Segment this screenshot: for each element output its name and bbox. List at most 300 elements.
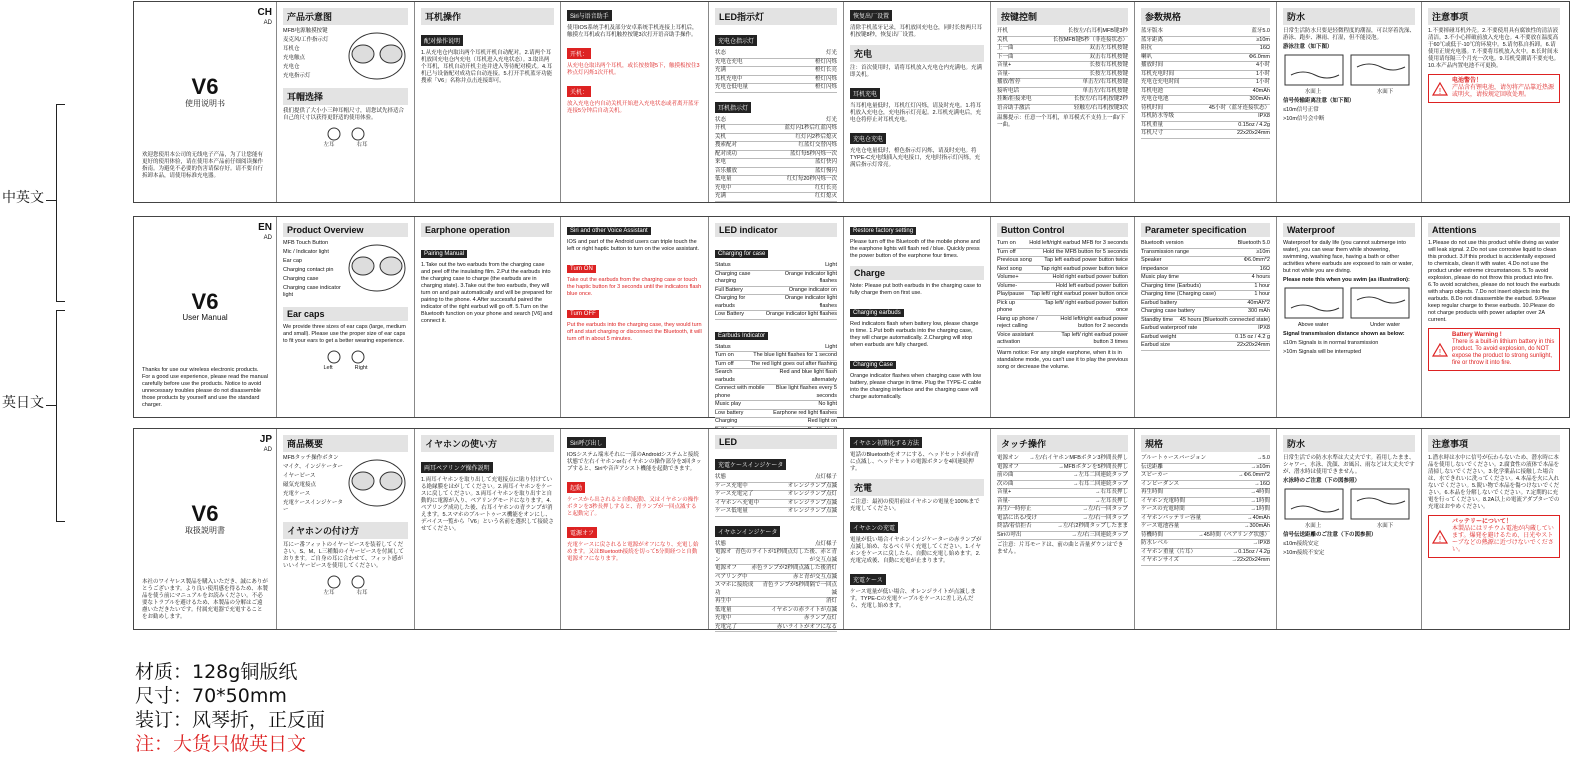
factory-reset-text: 電話のBluetoothをオフにする、ヘッドセットが赤/青に点滅し、ヘッドセットの電源ボタンを4回連続押す。: [850, 452, 979, 472]
charge-case-tag: 充電ケース: [850, 574, 886, 585]
led-earbuds-value: 赤色ランプが2秒間点滅した後消灯: [751, 565, 837, 571]
led-earbuds-row: [715, 159, 837, 168]
led-earbuds-value: 蓝灯慢闪: [814, 167, 837, 174]
led-earbuds-table: [715, 344, 837, 436]
button-control-key: 音量+: [997, 62, 1012, 68]
led-earbuds-value: 青色ランプが5秒間隔で一回点滅: [762, 582, 837, 596]
led-earbuds-row: [715, 598, 837, 607]
overview-label: Charging case indicator light: [283, 285, 341, 298]
button-control-row: [997, 489, 1128, 498]
button-control-value: Tap left/ right earbud power button once: [1044, 299, 1128, 313]
waterproof-text: 日常生活での防水水準は大丈夫です。着用したまま、シャワー、水泳、洗顔、お風呂、雨などは大丈夫ですが、潜水時は使用できません。: [1283, 455, 1415, 475]
button-control-key: Play/pause: [997, 291, 1025, 297]
button-control-key: Previous song: [997, 257, 1032, 263]
led-earbuds-key: 充電中: [715, 615, 732, 621]
parameter-row: [1141, 498, 1270, 507]
charge-case-text: ケース電量が低い場合、オレンジライトが点滅します。TYPE-Cの充電ケーブルをケースに差し込んだら、充電し始めます。: [850, 589, 976, 609]
button-control-row: [997, 28, 1128, 37]
parameter-key: 待机时间: [1141, 104, 1164, 111]
cover-intro: 本社のワイヤレス製品を購入いただき、誠にありがとうございます。より良い使用感を得るため、本製品を使う前にマニュアルをお読みください。不必要なトラブルを避けるため、本製品の分解はご遠慮いただきたいです。付属充電器で充電することをお勧めします。: [142, 579, 268, 620]
button-control-value: 长按右耳机按键: [1089, 62, 1128, 68]
parameter-key: 喇叭: [1141, 53, 1153, 60]
led-earbuds-key: 开机: [715, 125, 727, 131]
parameter-row: [1141, 464, 1270, 473]
manual-panel-1: [134, 2, 277, 202]
button-control-table: [997, 455, 1128, 540]
right-label: 右耳: [356, 590, 368, 596]
led-case-table: [715, 474, 837, 517]
parameter-row: [1141, 291, 1270, 300]
parameter-row: [1141, 37, 1270, 46]
water-labels: [1277, 523, 1421, 530]
overview-label: 充電ケース: [283, 491, 311, 497]
parameter-key: 耳机防水等级: [1141, 113, 1175, 119]
button-control-value: 轻触左/右耳机按键3次: [1073, 104, 1128, 111]
led-earbuds-row: [715, 410, 837, 419]
led-case-value: Orange indicator light flashes: [784, 295, 837, 309]
led-earbuds-value: 红灯长亮: [814, 184, 837, 191]
led-earbuds-row: [715, 193, 837, 202]
parameter-value: IPX8: [1258, 113, 1270, 119]
led-earbuds-row: [715, 361, 837, 370]
manual-panel-8: [1135, 217, 1277, 417]
right-label: Right: [354, 365, 368, 371]
parameter-row: [1141, 88, 1270, 97]
button-control-value: Tap right earbud power button twice: [1040, 265, 1128, 272]
parameter-key: Earbud battery: [1141, 299, 1178, 306]
parameter-key: イヤホン充電時間: [1141, 497, 1186, 504]
pairing-text: 1.Take out the two earbuds from the charging case and peel off the insulating film. 2.Put the earbuds into the charging case to charge (the earbuds are in charging state). 3.Take out the two earbuds, they will turn on and pair automatically and will be prepared for pairing to the phone. 4.After successful paired the indicator of the right earbud will go off. 5.Turn on the Bluetooth function on your phone and search [V6] and connect it.: [421, 262, 553, 324]
parameter-row: [1141, 62, 1270, 71]
attentions-title: Attentions: [1428, 223, 1560, 237]
bracket-cn: [56, 104, 65, 302]
turn-on-tag: 开机：: [567, 48, 591, 59]
button-control-row: [997, 71, 1128, 80]
earbuds-icon: [316, 574, 376, 590]
led-earbuds-row: [715, 624, 837, 633]
factory-reset-text: Please turn off the Bluetooth of the mobile phone and the earphone lights will flash red / blue. Quickly press the power button of the earphone four times.: [850, 239, 980, 259]
left-right-labels: [277, 142, 414, 149]
parameter-row: [1141, 54, 1270, 63]
button-control-row: [997, 54, 1128, 63]
led-earbuds-key: 電源オフ: [715, 565, 737, 571]
swim-caption: 游泳注意（如下图）: [1283, 44, 1333, 50]
led-case-row: [715, 483, 837, 492]
factory-reset-text: 清除手机蓝牙记录，耳机放回充电仓，同时长按两只耳机按键8秒，恢复出厂设置。: [850, 25, 983, 38]
button-control-value: Hold right earbud power button: [1052, 274, 1128, 280]
signal-caption: 信号传输距离注意（如下图）: [1283, 98, 1355, 104]
warning-icon: [1432, 343, 1448, 357]
led-earbuds-row: [715, 117, 837, 126]
signal-bad-text: >10m Signals will be interrupted: [1283, 349, 1362, 355]
manual-panel-1: [134, 429, 277, 629]
led-earbuds-key: 音乐播放: [715, 167, 738, 174]
pairing-tag: Pairing Manual: [421, 250, 467, 258]
manual-panel-10: [1422, 2, 1566, 202]
parameter-value: 16Ω: [1259, 265, 1270, 272]
led-earbuds-row: [715, 125, 837, 134]
button-control-key: 再生/一時停止: [997, 506, 1032, 512]
left-right-labels: [277, 365, 414, 372]
manual-panel-3: [415, 2, 561, 202]
turn-on-text: 从充电仓取出两个耳机，或长按按键5下，触摸板按住3秒点灯闪烁1次开机。: [567, 63, 700, 76]
button-control-key: 終話/着信拒否: [997, 523, 1032, 529]
button-control-row: [997, 62, 1128, 71]
parameter-value: →5.0: [1256, 455, 1270, 461]
factory-reset-tag: イヤホン初期化する方法: [850, 437, 922, 448]
parameter-title: 規格: [1141, 435, 1270, 452]
ear-caps-text: 我们提供了大小小三种耳帽尺寸，请您试先择适合自己的尺寸以获得更舒适的使用体验。: [283, 108, 405, 121]
siri-text: 使用IOS系统手机及部分安卓系统手机连接上耳机后，触摸左耳机或右耳机触控按键3次打开语音助手操作。: [567, 25, 698, 38]
parameter-value: 16Ω: [1259, 45, 1270, 51]
button-control-value: →左/右イヤホンMFBボタン3秒間長押し: [1029, 455, 1128, 461]
led-earbuds-value: Blue light flashes every 5 seconds: [775, 385, 837, 399]
button-control-value: →左/右一回タップ: [1082, 506, 1128, 512]
button-control-key: 音量-: [997, 497, 1010, 504]
button-control-value: 长按左耳机按键: [1089, 70, 1128, 77]
charge-case-text: Orange indicator flashes when charging case with low battery, please charge in time. Plug the TYPE-C cable into the charging interface and the charging case will charge automatically.: [850, 373, 982, 400]
button-control-key: Siriの呼出: [997, 531, 1022, 538]
button-control-value: 双击左耳机按键: [1089, 45, 1128, 51]
charge-earbuds-tag: 耳机充电: [850, 88, 880, 99]
right-label: 右耳: [356, 142, 368, 148]
above-water-label: 水面上: [1304, 89, 1322, 95]
parameter-key: インピーダンス: [1141, 480, 1180, 487]
led-case-key: ケース充電完了: [715, 491, 754, 497]
language-code-sub: AD: [263, 447, 272, 453]
manual-panel-3: [415, 429, 561, 629]
button-control-value: →左/右三回連続タップ: [1071, 531, 1128, 538]
button-control-key: Voice assistant activation: [997, 331, 1034, 345]
led-case-key: Charging for earbuds: [715, 295, 746, 309]
left-label: 左耳: [323, 142, 335, 148]
button-control-key: 電源オフ: [997, 463, 1019, 470]
button-control-value: Tap left/ right earbud power button once: [1031, 291, 1128, 297]
led-earbuds-value: 红灯闪2秒后熄灭: [795, 133, 837, 140]
button-control-key: 音量-: [997, 70, 1010, 77]
pairing-text: 1.両耳イヤホンを取り出して充電接点に貼り付けている絶縁膜をはがしてください。2.両耳イヤホンをケースに戻してください。3.両耳イヤホンを取り出すと自動的に電源が入り、ペアリングモードになります。4.ペアリング成功した後、右耳イヤホンの青ランプが消えます。5.スマホのブルートゥース機能をオンにし、デバイス一覧から「V6」という名前を選択して接続させてください。: [421, 477, 554, 532]
parameter-key: ブルートゥースバージョン: [1141, 455, 1207, 461]
led-case-value: Light: [825, 262, 837, 268]
manual-panel-1: [134, 217, 277, 417]
parameter-value: →16Ω: [1254, 480, 1270, 487]
led-case-row: [715, 491, 837, 500]
led-title: LED indicator: [715, 223, 837, 237]
led-case-value: Orange indicator light flashes: [765, 311, 837, 317]
parameter-value: 4 hours: [1251, 274, 1270, 280]
parameter-key: 蓝牙版本: [1141, 28, 1164, 34]
parameter-row: [1141, 506, 1270, 515]
overview-labels: [283, 455, 345, 516]
button-control-key: 電話に出る/受け: [997, 514, 1038, 521]
led-case-key: ケース充電中: [715, 482, 748, 489]
manual-panel-6: [844, 2, 991, 202]
button-note: ご注意：片耳モードは、前の曲と音量ダウンはできません。: [997, 542, 1124, 555]
button-control-value: Tap left earbud power button twice: [1044, 257, 1128, 263]
parameter-key: Charging time (Charging case): [1141, 291, 1216, 297]
overview-labels: [283, 240, 345, 301]
attentions-text: 1.Please do not use this product while diving as water will leak signal. 2.Do not use corrosive liquid to clean this product. 3.If this product is accidentally exposed to chemicals, clean it with water. 4.Do not use the product under extreme circumstances. 5.To avoid explosion, please do not throw this product into fire. 6.To avoid scratches, please do not touch the earbuds with sharp objects. 7.Do not insert objects into the earbuds. 8.Do not disassemble the earbud. 9.Please keep regular charge to these earbuds. 10.Please do not charge products with power adapter over 2A current.: [1428, 240, 1560, 323]
button-control-row: [997, 45, 1128, 54]
charge-earbuds-tag: イヤホンの充電: [850, 522, 898, 533]
parameter-row: [1141, 523, 1270, 532]
parameter-row: [1141, 540, 1270, 549]
parameter-value: →IPX8: [1252, 540, 1270, 546]
parameter-key: Standby time: [1141, 316, 1174, 323]
led-case-key: 充满: [715, 67, 727, 73]
cover-intro: 欢迎您使用本公司的无线电子产品，为了让您能有更好的使用体验，请在使用本产品前仔细阅读操作指南。为避免不必要的伤害请保存好。请不要自行拆卸本品，请使用标准充电器。: [142, 152, 264, 179]
turn-on-text: Take out the earbuds from the charging case or touch the haptic button for 3 seconds until the indicators flash blue once.: [567, 277, 702, 297]
charge-text: Note: Please put both earbuds in the charging case to fully charge them on first use.: [850, 283, 982, 296]
led-case-value: 灯光: [825, 50, 837, 56]
led-case-row: [715, 50, 837, 59]
language-code-text: JP: [259, 434, 272, 445]
attentions-text: 1.潜水時は水中に信号が伝わらないため、潜水時に本品を使用しないでください。2.腐食性の液体で本品を清掃しないでください。3.化学薬品に接触した場合は、水できれいに洗ってください。4.本品を火に入れないでください。5.鋭い物で本品を傷つけないでください。6.本品を分解しないでください。7.定期的に充電を行ってください。8.2A以上の電流アダプターでの充電はおやめください。: [1428, 455, 1560, 510]
button-control-key: Turn on: [997, 240, 1016, 246]
button-control-value: Hold left/right earbud power button for 2 seconds: [1060, 315, 1128, 329]
parameter-key: Charging time (Earbuds): [1141, 282, 1201, 289]
parameter-key: Music play time: [1141, 274, 1179, 280]
led-earbuds-value: 蓝灯快闪: [814, 159, 837, 165]
battery-warning-text: 产品含有锂电池，请勿将产品靠近热源或明火，请按规定回收处理。: [1452, 85, 1555, 98]
led-case-value: 点灯様子: [814, 474, 837, 480]
earbuds-icon: [316, 126, 376, 142]
parameter-key: 充电仓电池: [1141, 96, 1169, 102]
button-control-value: 单击左/右耳机按键: [1082, 87, 1128, 94]
turn-off-tag: Turn OFF: [567, 310, 599, 318]
led-earbuds-value: Red light on: [807, 418, 837, 424]
button-control-key: Volume-: [997, 282, 1018, 289]
led-earbuds-tag: イヤホンインジケータ: [715, 526, 780, 537]
overview-figure: [283, 455, 408, 516]
overview-label: MFB电源触摸按键: [283, 28, 328, 34]
led-earbuds-key: 搜索配对: [715, 142, 738, 148]
waterproof-text: 日常生活防水只要是轻微程度的潮湿，可以穿着洗澡、游泳、跑步、淋雨、打湿，但不能浸泡。: [1283, 28, 1416, 41]
overview-figure: [283, 240, 408, 301]
led-case-tag: 充电仓指示灯: [715, 35, 757, 46]
led-earbuds-key: 充满: [715, 193, 727, 199]
size-note: 尺寸：70*50mm: [135, 685, 287, 707]
parameter-value: →40mAh: [1247, 514, 1270, 521]
parameter-key: 伝送距離: [1141, 463, 1164, 470]
led-case-value: オレンジランプ点滅: [787, 482, 837, 489]
parameter-key: イヤホンバッテリー容量: [1141, 514, 1202, 521]
led-earbuds-tag: 耳机指示灯: [715, 102, 751, 113]
signal-caption: 信号伝送距離のご注意（下の図参照）: [1283, 532, 1377, 538]
parameter-value: →≥10m: [1250, 463, 1270, 470]
parameter-key: ケース電池容量: [1141, 523, 1180, 529]
led-case-row: [715, 59, 837, 68]
parameter-key: 待機時間: [1141, 531, 1164, 538]
parameter-key: 播放时间: [1141, 62, 1164, 68]
button-control-key: 音量+: [997, 489, 1012, 495]
turn-on-tag: Turn ON: [567, 265, 596, 273]
parameter-row: [1141, 122, 1270, 131]
button-control-value: 长按左/右耳机MFB键3秒: [1067, 28, 1128, 34]
parameter-key: 耳机充电时间: [1141, 70, 1175, 77]
parameter-value: Φ6.0mm*2: [1243, 257, 1270, 263]
parameter-row: [1141, 79, 1270, 88]
parameter-key: 防水レベル: [1141, 540, 1169, 546]
led-earbuds-key: Turn off: [715, 360, 734, 367]
charge-case-tag: Charging Case: [850, 361, 896, 369]
button-control-row: [997, 37, 1128, 46]
siri-tag: Siri与语音助手: [567, 10, 612, 21]
language-code: [260, 435, 272, 455]
battery-warning-text: 本製品にはリチウム電池が内蔵しています。爆発を避けるため、日光やストーブなどの熱源に近づけないでください。: [1452, 526, 1554, 553]
button-control-key: 接听电话: [997, 87, 1020, 94]
button-control-title: Button Control: [997, 223, 1128, 237]
parameter-row: [1141, 130, 1270, 139]
parameter-value: 1 hour: [1254, 291, 1270, 297]
led-case-key: イヤホンへ充電中: [715, 499, 760, 506]
led-case-value: 橙灯闪烁: [814, 75, 837, 82]
charge-earbuds-text: 当耳机电量低时，耳机红灯闪烁，请及时充电。1.将耳机放入充电仓，充电指示灯亮起。2.耳机充满电后，充电仓将停止对耳机充电。: [850, 103, 982, 123]
parameter-value: 1小时: [1255, 79, 1270, 85]
button-control-row: [997, 283, 1128, 292]
led-earbuds-key: ペアリング中: [715, 573, 748, 580]
signal-bad-text: >10m信号会中断: [1283, 116, 1325, 122]
overview-label: MFBタッチ操作ボタン: [283, 455, 339, 461]
parameter-key: Earbud weight: [1141, 333, 1177, 340]
water-labels: [1277, 89, 1421, 96]
led-earbuds-value: The red light goes out after flashing: [750, 360, 837, 367]
manual-panel-5: [709, 429, 844, 629]
parameter-title: Parameter specification: [1141, 223, 1270, 237]
led-earbuds-key: Music play: [715, 401, 741, 407]
factory-reset-tag: 恢复出厂设置: [850, 10, 892, 21]
led-earbuds-key: 配对成功: [715, 150, 738, 157]
ear-caps-title: 耳帽选择: [283, 88, 408, 105]
battery-warning-title: 电池警告！: [1452, 78, 1483, 84]
led-earbuds-value: 红蓝灯交替闪烁: [798, 142, 837, 148]
parameter-value: →1時間: [1250, 497, 1270, 504]
led-case-table: [715, 262, 837, 320]
led-earbuds-value: 红灯每20秒闪烁一次: [786, 176, 837, 182]
cover-title: V6: [191, 289, 219, 314]
led-earbuds-key: Search earbuds: [715, 369, 735, 383]
left-label: 左耳: [323, 590, 335, 596]
led-earbuds-row: [715, 142, 837, 151]
button-control-value: 双击右耳机按键: [1089, 53, 1128, 60]
parameter-row: [1141, 489, 1270, 498]
manual-panel-7: [991, 429, 1135, 629]
led-case-row: [715, 500, 837, 509]
manual-panel-4: [561, 2, 709, 202]
parameter-key: 阻抗: [1141, 45, 1153, 51]
button-control-value: →左耳二回連続タップ: [1072, 472, 1128, 478]
charge-earbuds-text: 電量が低い場合イヤホンインジケーターの赤ランプが点滅し始め、なるべく早く充電してください。1.イヤホンをケースに戻したら、自動に充電し始めます。2.充電完成後、自動に充電が止まります。: [850, 537, 982, 564]
button-control-key: Pick up phone: [997, 299, 1016, 313]
parameter-value: 40mAh: [1252, 87, 1270, 94]
led-earbuds-row: [715, 401, 837, 410]
led-case-key: ケース低電量: [715, 508, 748, 514]
led-case-key: 耳机充电中: [715, 75, 743, 82]
parameter-value: 1小时: [1255, 70, 1270, 77]
charge-title: 充电: [850, 45, 984, 62]
parameter-key: スピーカー: [1141, 472, 1169, 478]
led-earbuds-value: 蓝灯每5秒闪烁一次: [789, 150, 837, 157]
led-case-key: 充电仓充电: [715, 58, 743, 65]
led-earbuds-value: 消灯: [825, 598, 837, 604]
side-label-en: 英日文: [2, 395, 44, 411]
button-control-row: [997, 274, 1128, 283]
parameter-row: [1141, 96, 1270, 105]
led-earbuds-key: 状態: [715, 540, 727, 547]
swim-caption: 水泳時のご注意（下の図参照）: [1283, 478, 1361, 484]
parameter-table: [1141, 455, 1270, 566]
led-earbuds-table: [715, 117, 837, 202]
overview-label: 耳机仓: [283, 46, 300, 52]
siri-tag: Siri呼び出し: [567, 437, 606, 448]
parameter-row: [1141, 472, 1270, 481]
led-earbuds-value: 点灯様子: [814, 540, 837, 547]
overview-label: Mic / Indicator light: [283, 249, 329, 255]
led-case-value: 橙灯闪烁: [814, 84, 837, 90]
led-earbuds-row: [715, 369, 837, 385]
led-earbuds-row: [715, 541, 837, 550]
parameter-value: 4小时: [1255, 62, 1270, 68]
button-control-row: [997, 316, 1128, 332]
overview-figure: [283, 28, 408, 82]
cover-subtitle: 使用说明书: [185, 99, 225, 108]
button-control-row: [997, 515, 1128, 524]
button-control-key: 播放/暂停: [997, 79, 1021, 85]
overview-label: Charging contact pin: [283, 267, 334, 273]
button-control-key: 次の曲: [997, 480, 1014, 487]
overview-label: MFB Touch Button: [283, 240, 329, 246]
attentions-text: 1.不要摔碰耳机外壳。2.不要使用具有腐蚀性的清洁液清洁。3.不小心摔破前放入充电仓。4.不要放在温度高于60℃或低于-10℃的环境中。5.请勿私自拆卸。6.请使用正规充电器。7.不要将耳机放入火中。8.长时间未使用请每隔三个月充一次电。9.耳机受潮请不要充电。10.本产品内置电池不可更换。: [1428, 28, 1560, 69]
swim-illustration: [1283, 487, 1413, 521]
led-earbuds-row: [715, 607, 837, 616]
battery-warning-body: [1452, 78, 1556, 99]
parameter-value: 0.15 oz / 4.2 g: [1235, 333, 1270, 340]
led-earbuds-key: Low battery: [715, 409, 744, 416]
parameter-value: 22x20x24mm: [1236, 342, 1270, 348]
led-case-key: 状態: [715, 474, 727, 480]
overview-label: Charging case: [283, 276, 319, 282]
parameter-value: 300mAh: [1249, 96, 1270, 102]
language-code: [258, 223, 272, 243]
button-control-row: [997, 455, 1128, 464]
bracket-en: [56, 310, 65, 522]
pairing-text: 1.从充电仓内取出两个耳机开机自动配对。2.请两个耳机放回充电仓内充电（耳机进入充电状态）。3.取出两个耳机，耳机自动开机主连并进入等待配对模式。4.耳机已与设备配对成功后自动连接。5.打开手机蓝牙功能搜索「V6」名称并点击连接即可。: [421, 50, 553, 84]
parameter-key: 耳机重量: [1141, 121, 1164, 128]
overview-label: 充电指示灯: [283, 73, 311, 79]
cover-subtitle: User Manual: [182, 313, 228, 322]
manual-panel-3: [415, 217, 561, 417]
button-control-row: [997, 88, 1128, 97]
turn-off-tag: 关机：: [567, 86, 591, 97]
parameter-value: 蓝牙5.0: [1251, 28, 1270, 34]
parameter-row: [1141, 317, 1270, 326]
led-earbuds-row: [715, 185, 837, 194]
language-code: [258, 8, 272, 28]
led-case-key: Status: [715, 262, 731, 268]
button-control-key: 开机: [997, 28, 1009, 34]
led-case-value: Orange indicator light flashes: [784, 270, 837, 284]
led-case-value: 橙灯闪烁: [814, 58, 837, 65]
button-control-row: [997, 523, 1128, 532]
button-control-key: 语音助手激活: [997, 104, 1031, 111]
led-case-tag: Charging for case: [715, 250, 768, 258]
button-control-value: →右耳長押し: [1094, 489, 1128, 495]
led-earbuds-row: [715, 418, 837, 427]
led-earbuds-row: [715, 168, 837, 177]
manual-panel-8: [1135, 2, 1277, 202]
swim-illustration: [1283, 53, 1413, 87]
parameter-value: 22x20x24mm: [1236, 130, 1270, 136]
